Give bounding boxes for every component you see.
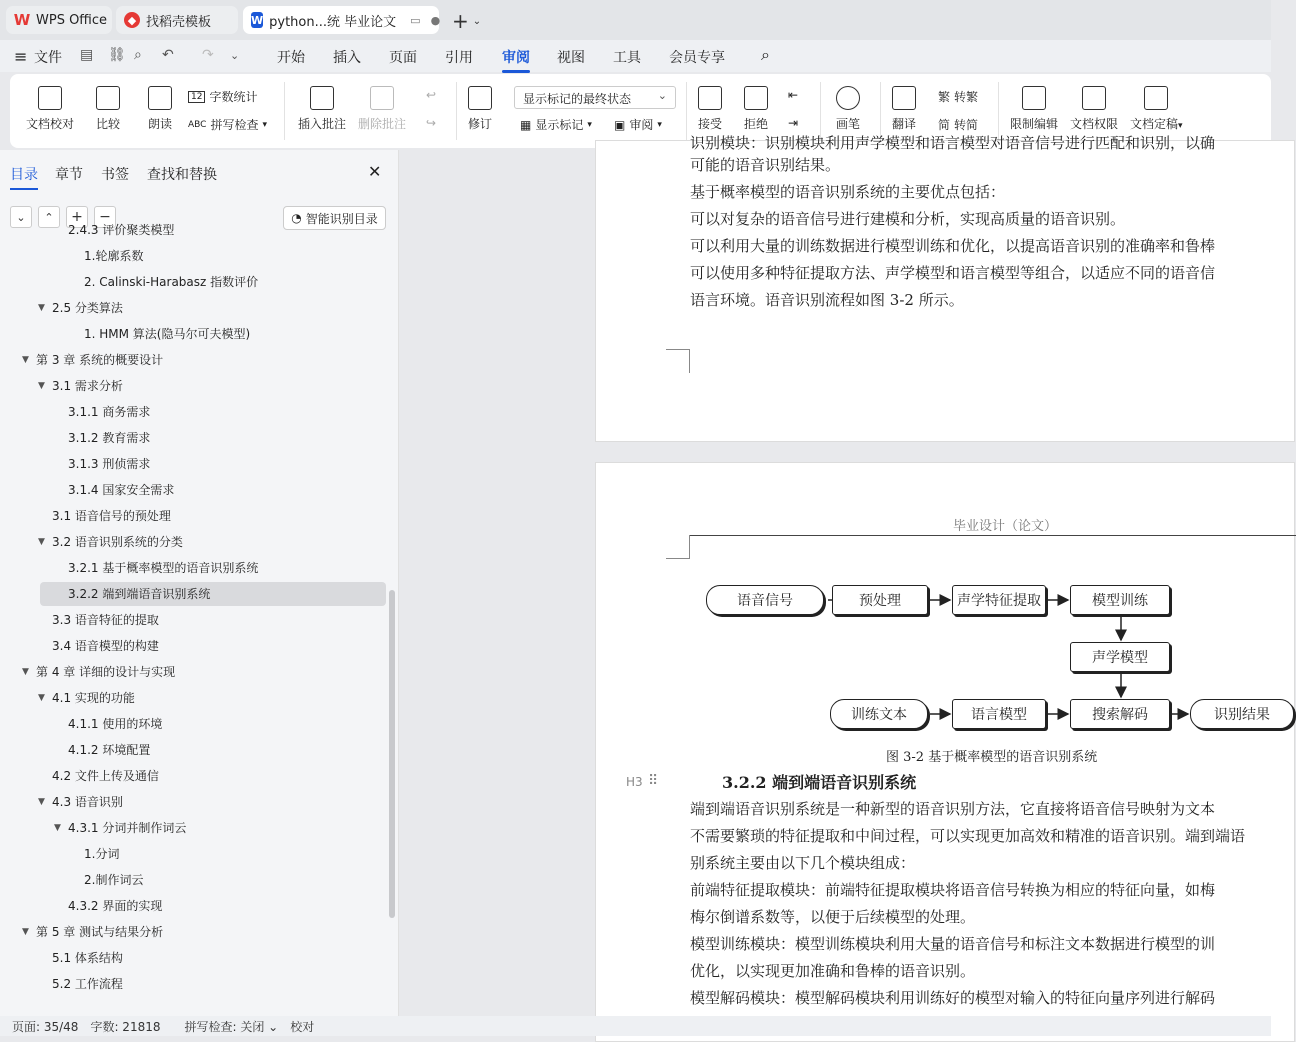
- pen-icon: [836, 86, 860, 110]
- toc-item-label: 2.制作词云: [84, 873, 144, 887]
- flow-node-feature-extraction: 声学特征提取: [952, 585, 1046, 615]
- tab-wps-office[interactable]: [6, 6, 112, 34]
- menu-view[interactable]: 视图: [557, 50, 585, 66]
- tab-bookmarks[interactable]: 书签: [101, 167, 129, 183]
- expand-arrow-icon[interactable]: ▼: [22, 355, 29, 365]
- redo-icon[interactable]: ↷: [202, 47, 214, 63]
- toc-item-label: 4.3 语音识别: [52, 795, 123, 809]
- word-count-icon: 12: [188, 91, 205, 103]
- print-preview-icon[interactable]: ⌕: [134, 47, 142, 63]
- toc-item-label: 3.1 语音信号的预处理: [52, 509, 171, 523]
- toc-item[interactable]: [0, 660, 390, 684]
- next-change-icon[interactable]: ⇥: [788, 116, 799, 130]
- paragraph-line: 可以使用多种特征提取方法、声学模型和语言模型等组合，以适应不同的语音信: [690, 264, 1216, 282]
- margin-corner-mark: [666, 535, 690, 559]
- toc-item-label: 3.1.4 国家安全需求: [68, 483, 175, 497]
- toc-scrollbar[interactable]: [389, 590, 395, 918]
- show-markup-button[interactable]: ▦ 显示标记 ▾: [520, 117, 592, 132]
- close-icon[interactable]: ✕: [368, 162, 382, 181]
- save-icon[interactable]: ▤: [80, 47, 94, 63]
- comment-delete-icon: [370, 86, 394, 110]
- chevron-down-icon: ⌄: [16, 210, 26, 224]
- tab-bar: [0, 0, 1271, 40]
- paragraph-line: 语言环境。语音识别流程如图 3-2 所示。: [690, 291, 964, 309]
- toc-item[interactable]: [0, 530, 390, 554]
- read-aloud-button[interactable]: 朗读: [148, 86, 172, 132]
- toc-item-label: 4.1 实现的功能: [52, 691, 135, 705]
- expand-arrow-icon[interactable]: ▼: [54, 823, 61, 833]
- document-permission-button[interactable]: 文档权限: [1070, 86, 1118, 132]
- page-35: [595, 462, 1295, 1042]
- header-rule: [690, 535, 1296, 536]
- divider: [284, 82, 285, 140]
- toc-list: [0, 223, 390, 1016]
- translate-icon: [892, 86, 916, 110]
- toc-item[interactable]: [0, 322, 390, 346]
- toc-item[interactable]: [0, 790, 390, 814]
- chevron-down-icon: ▾: [1178, 121, 1183, 131]
- tab-label: 找稻壳模板: [146, 14, 212, 30]
- review-pane-button[interactable]: ▣ 审阅 ▾: [614, 117, 662, 132]
- reject-button[interactable]: 拒绝: [744, 86, 768, 132]
- menu-review[interactable]: 审阅: [502, 47, 530, 67]
- expand-arrow-icon[interactable]: ▼: [38, 693, 45, 703]
- simplified-icon: 简: [938, 118, 951, 132]
- page-34: [595, 134, 1295, 442]
- paragraph-line: 识别模块：识别模块利用声学模型和语言模型对语音信号进行匹配和识别，以确: [690, 134, 1216, 152]
- comment-add-icon: [310, 86, 334, 110]
- toc-item[interactable]: [0, 686, 390, 710]
- reject-icon: [744, 86, 768, 110]
- translate-button[interactable]: 翻译: [892, 86, 916, 132]
- menu-references[interactable]: 引用: [445, 50, 473, 66]
- show-markup-icon: ▦: [520, 117, 532, 132]
- divider: [686, 82, 687, 140]
- toc-item[interactable]: [0, 296, 390, 320]
- insert-comment-button[interactable]: 插入批注: [298, 86, 346, 132]
- toc-item-label: 1.分词: [84, 847, 120, 861]
- expand-arrow-icon[interactable]: ▼: [38, 537, 45, 547]
- minus-icon: −: [99, 209, 111, 225]
- traditional-icon: 繁: [938, 90, 951, 104]
- menu-file[interactable]: 文件: [34, 50, 62, 66]
- toc-item-label: 3.1.3 刑侦需求: [68, 457, 151, 471]
- menu-membership[interactable]: 会员专享: [669, 50, 725, 66]
- plus-icon: +: [71, 209, 83, 225]
- chevron-down-icon: ⌄: [657, 89, 667, 102]
- paragraph-line: 不需要繁琐的特征提取和中间过程，可以实现更加高效和精准的语音识别。端到端语: [690, 827, 1246, 845]
- track-changes-button[interactable]: 修订: [468, 86, 492, 132]
- tab-sections[interactable]: 章节: [55, 167, 83, 183]
- flow-node-language-model: 语言模型: [952, 699, 1046, 729]
- restrict-editing-button[interactable]: 限制编辑: [1010, 86, 1058, 132]
- smart-icon: ◔: [291, 211, 302, 225]
- divider: [456, 82, 457, 140]
- menu-bar: [0, 40, 1271, 72]
- tab-toc[interactable]: 目录: [10, 164, 38, 184]
- toc-item[interactable]: [0, 920, 390, 944]
- toc-item[interactable]: [0, 374, 390, 398]
- proofread-status[interactable]: 校对: [290, 1019, 315, 1034]
- paragraph-line: 基于概率模型的语音识别系统的主要优点包括：: [690, 183, 1006, 201]
- unsaved-dot-icon: ●: [430, 13, 441, 27]
- menu-insert[interactable]: 插入: [333, 50, 361, 66]
- paragraph-line: 可能的语音识别结果。: [690, 156, 841, 174]
- toc-item-label: 1. HMM 算法(隐马尔可夫模型): [84, 327, 251, 341]
- toc-item-label: 第 5 章 测试与结果分析: [36, 925, 164, 939]
- compare-icon: [96, 86, 120, 110]
- toc-item-label: 2. Calinski-Harabasz 指数评价: [84, 275, 259, 289]
- toc-item-label: 3.1 需求分析: [52, 379, 123, 393]
- writer-logo-icon: W: [251, 13, 264, 27]
- toc-item[interactable]: [0, 400, 390, 424]
- paragraph-line: 端到端语音识别系统是一种新型的语音识别方法，它直接将语音信号映射为文本: [690, 800, 1216, 818]
- proofread-button[interactable]: 文档校对: [26, 86, 74, 132]
- toc-item[interactable]: [0, 270, 390, 294]
- flow-node-recognition-result: 识别结果: [1190, 699, 1294, 729]
- toc-item-label: 3.2.1 基于概率模型的语音识别系统: [68, 561, 259, 575]
- paragraph-line: 模型训练模块：模型训练模块利用大量的语音信号和标注文本数据进行模型的训: [690, 935, 1216, 953]
- menu-home[interactable]: 开始: [277, 50, 305, 66]
- flow-node-preprocess: 预处理: [832, 585, 928, 615]
- toc-item[interactable]: [0, 608, 390, 632]
- page-header: 毕业设计（论文）: [953, 519, 1058, 534]
- to-simplified-button[interactable]: 简 转简: [938, 118, 979, 132]
- section-heading: 3.2.2 端到端语音识别系统: [722, 773, 917, 792]
- delete-comment-button[interactable]: 删除批注: [358, 86, 406, 132]
- toc-item-label: 3.2.2 端到端语音识别系统: [68, 587, 211, 601]
- toc-item[interactable]: [0, 244, 390, 268]
- document-canvas: [400, 134, 1271, 1016]
- toc-item[interactable]: [0, 348, 390, 372]
- finalize-icon: [1144, 86, 1168, 110]
- expand-arrow-icon[interactable]: ▼: [38, 303, 45, 313]
- hamburger-menu-icon[interactable]: ≡: [14, 47, 28, 66]
- toc-item-label: 4.3.1 分词并制作词云: [68, 821, 187, 835]
- margin-corner-mark: [666, 349, 690, 373]
- heading-level-tag: H3: [626, 775, 643, 789]
- tab-find-replace[interactable]: 查找和替换: [147, 167, 217, 183]
- toc-item-label: 3.1.1 商务需求: [68, 405, 151, 419]
- window-icon[interactable]: ▭: [410, 13, 421, 27]
- toc-item-label: 5.2 工作流程: [52, 977, 123, 991]
- toc-item[interactable]: [0, 842, 390, 866]
- flow-node-speech-signal: 语音信号: [706, 585, 824, 615]
- undo-icon[interactable]: ↶: [162, 47, 174, 63]
- toc-item[interactable]: [0, 816, 390, 840]
- paragraph-line: 优化，以实现更加准确和鲁棒的语音识别。: [690, 962, 976, 980]
- next-comment-icon[interactable]: ↪: [426, 116, 437, 130]
- chevron-up-icon: ⌃: [44, 210, 54, 224]
- search-icon[interactable]: ⌕: [761, 45, 770, 64]
- toc-item-label: 4.2 文件上传及通信: [52, 769, 159, 783]
- restrict-editing-icon: [1022, 86, 1046, 110]
- toc-item-label: 3.3 语音特征的提取: [52, 613, 159, 627]
- paragraph-line: 别系统主要由以下几个模块组成：: [690, 854, 916, 872]
- tab-document[interactable]: [243, 6, 439, 34]
- flow-node-model-training: 模型训练: [1070, 585, 1170, 615]
- expand-arrow-icon[interactable]: ▼: [38, 797, 45, 807]
- compare-button[interactable]: 比较: [96, 86, 120, 132]
- toc-item[interactable]: [0, 894, 390, 918]
- toc-item-label: 2.4.3 评价聚类模型: [68, 223, 175, 237]
- docer-logo-icon: ◆: [124, 12, 140, 28]
- spell-check-icon: ABC: [188, 119, 207, 130]
- quick-access-dropdown-icon[interactable]: ⌄: [230, 49, 240, 62]
- expand-arrow-icon[interactable]: ▼: [22, 927, 29, 937]
- toc-item[interactable]: [0, 426, 390, 450]
- expand-arrow-icon[interactable]: ▼: [22, 667, 29, 677]
- to-traditional-button[interactable]: 繁 转繁: [938, 90, 979, 104]
- chevron-down-icon: ⌄: [472, 15, 482, 27]
- tab-label: WPS Office: [36, 12, 108, 28]
- chevron-down-icon: ▾: [587, 119, 592, 130]
- document-permission-icon: [1082, 86, 1106, 110]
- toc-item[interactable]: [0, 738, 390, 762]
- toc-item[interactable]: [0, 218, 390, 242]
- proofread-icon: [38, 86, 62, 110]
- review-pane-icon: ▣: [614, 117, 626, 132]
- flow-node-acoustic-model: 声学模型: [1070, 642, 1170, 672]
- chevron-down-icon: ▾: [262, 119, 268, 130]
- divider: [880, 82, 881, 140]
- toc-item-label: 3.2 语音识别系统的分类: [52, 535, 183, 549]
- tab-label: python...统 毕业论文: [269, 14, 397, 30]
- toc-item[interactable]: [0, 504, 390, 528]
- toc-item-label: 4.1.2 环境配置: [68, 743, 151, 757]
- accept-icon: [698, 86, 722, 110]
- pen-button[interactable]: 画笔: [836, 86, 860, 132]
- status-bar: [0, 1016, 1271, 1036]
- paragraph-line: 可以利用大量的训练数据进行模型训练和优化，以提高语音识别的准确率和鲁棒: [690, 237, 1216, 255]
- toc-item[interactable]: [0, 452, 390, 476]
- spell-check-status[interactable]: 拼写检查: 关闭 ⌄: [184, 1019, 279, 1034]
- navigation-pane: [0, 150, 399, 1016]
- finalize-document-button[interactable]: 文档定稿▾: [1130, 86, 1183, 132]
- toc-item[interactable]: [0, 946, 390, 970]
- toc-item[interactable]: [0, 972, 390, 996]
- wps-logo-icon: W: [13, 11, 31, 29]
- toc-item[interactable]: [0, 764, 390, 788]
- toc-item[interactable]: [0, 712, 390, 736]
- menu-tools[interactable]: 工具: [613, 50, 641, 66]
- plus-icon: +: [452, 9, 469, 33]
- toc-item[interactable]: [0, 556, 390, 580]
- toc-item-label: 第 4 章 详细的设计与实现: [36, 665, 176, 679]
- toc-item-label: 3.4 语音模型的构建: [52, 639, 159, 653]
- word-count-indicator[interactable]: 字数: 21818: [90, 1019, 161, 1034]
- toc-item-label: 5.1 体系结构: [52, 951, 123, 965]
- paragraph-line: 梅尔倒谱系数等，以便于后续模型的处理。: [690, 908, 976, 926]
- toc-item[interactable]: [0, 868, 390, 892]
- spell-check-button[interactable]: ABC 拼写检查 ▾: [188, 118, 268, 132]
- previous-comment-icon[interactable]: ↩: [426, 88, 437, 102]
- previous-change-icon[interactable]: ⇤: [788, 88, 799, 102]
- toc-item[interactable]: [0, 478, 390, 502]
- toc-item-label: 4.1.1 使用的环境: [68, 717, 163, 731]
- paragraph-line: 可以对复杂的语音信号进行建模和分析，实现高质量的语音识别。: [690, 210, 1126, 228]
- new-tab-button[interactable]: [452, 10, 492, 32]
- toc-item-label: 2.5 分类算法: [52, 301, 123, 315]
- share-icon[interactable]: ⛓: [108, 47, 126, 63]
- toc-item-label: 1.轮廓系数: [84, 249, 144, 263]
- expand-arrow-icon[interactable]: ▼: [38, 381, 45, 391]
- paragraph-line: 前端特征提取模块：前端特征提取模块将语音信号转换为相应的特征向量，如梅: [690, 881, 1216, 899]
- toc-item[interactable]: [0, 634, 390, 658]
- toc-item[interactable]: [40, 582, 386, 606]
- markup-mode-select[interactable]: 显示标记的最终状态 ⌄: [514, 86, 676, 109]
- read-aloud-icon: [148, 86, 172, 110]
- tab-templates[interactable]: [116, 6, 238, 34]
- divider: [998, 82, 999, 140]
- page-indicator[interactable]: 页面: 35/48: [12, 1019, 79, 1034]
- accept-button[interactable]: 接受: [698, 86, 722, 132]
- toc-item-label: 4.3.2 界面的实现: [68, 899, 163, 913]
- flow-node-training-text: 训练文本: [830, 699, 928, 729]
- toc-item-label: 第 3 章 系统的概要设计: [36, 353, 164, 367]
- menu-page[interactable]: 页面: [389, 50, 417, 66]
- chevron-down-icon: ▾: [657, 119, 662, 130]
- word-count-button[interactable]: 12 字数统计: [188, 88, 257, 105]
- divider: [820, 82, 821, 140]
- figure-caption: 图 3-2 基于概率模型的语音识别系统: [886, 750, 1098, 765]
- flow-node-search-decode: 搜索解码: [1070, 699, 1170, 729]
- paragraph-line: 模型解码模块：模型解码模块利用训练好的模型对输入的特征向量序列进行解码: [690, 989, 1216, 1007]
- drag-handle-icon[interactable]: ⠿: [648, 773, 659, 789]
- toc-item-label: 3.1.2 教育需求: [68, 431, 151, 445]
- track-changes-icon: [468, 86, 492, 110]
- smart-toc-button[interactable]: ◔ 智能识别目录: [283, 206, 386, 230]
